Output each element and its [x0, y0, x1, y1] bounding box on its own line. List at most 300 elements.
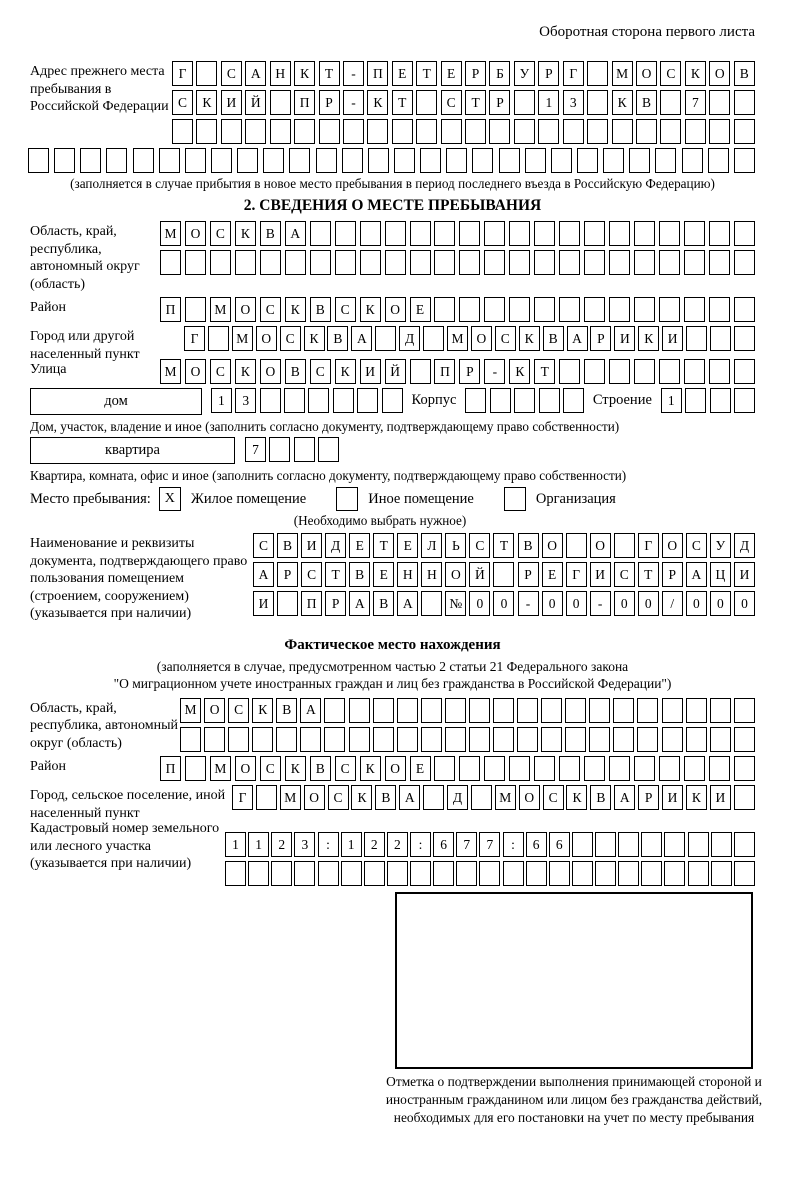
char-cell — [708, 148, 729, 173]
char-cell — [618, 832, 639, 857]
char-cell: С — [301, 562, 322, 587]
char-cell: П — [294, 90, 315, 115]
char-cell: О — [204, 698, 225, 723]
char-cell — [300, 727, 321, 752]
char-cell — [499, 148, 520, 173]
char-cell: С — [328, 785, 349, 810]
char-cell: 6 — [526, 832, 547, 857]
mark-section — [385, 892, 763, 1127]
char-cell — [484, 297, 505, 322]
char-cell — [587, 119, 608, 144]
char-cell — [634, 221, 655, 246]
char-cell: 1 — [661, 388, 682, 413]
char-cell — [603, 148, 624, 173]
char-cell: О — [260, 359, 281, 384]
char-cell — [416, 90, 437, 115]
char-cell: Г — [566, 562, 587, 587]
char-cell: О — [709, 61, 730, 86]
prev-address-row — [172, 119, 755, 144]
char-cell — [392, 119, 413, 144]
char-cell — [159, 148, 180, 173]
char-cell: П — [160, 297, 181, 322]
char-cell: И — [301, 533, 322, 558]
char-cell — [221, 119, 242, 144]
char-cell — [263, 148, 284, 173]
char-cell — [734, 832, 755, 857]
char-cell: С — [614, 562, 635, 587]
document-label: Наименование и реквизиты документа, подтверждающего право пользования помещением (строением, сооружением) (указывается при наличии) — [30, 536, 248, 621]
char-cell: Й — [469, 562, 490, 587]
district2-label: Район — [30, 759, 66, 774]
char-cell — [269, 437, 290, 462]
char-cell: : — [503, 832, 524, 857]
char-cell — [284, 388, 305, 413]
district2-row — [160, 756, 755, 781]
organization-checkbox — [504, 487, 526, 511]
char-cell — [565, 727, 586, 752]
char-cell: К — [304, 326, 325, 351]
char-cell: : — [318, 832, 339, 857]
char-cell: 0 — [614, 591, 635, 616]
char-cell: Ц — [710, 562, 731, 587]
char-cell — [559, 221, 580, 246]
char-cell — [373, 727, 394, 752]
actual-location-title: Фактическое место нахождения — [284, 636, 501, 653]
char-cell: С — [310, 359, 331, 384]
char-cell: К — [509, 359, 530, 384]
char-cell: А — [300, 698, 321, 723]
char-cell — [469, 698, 490, 723]
cadastral-row — [225, 861, 755, 886]
char-cell: - — [343, 61, 364, 86]
house-note: Дом, участок, владение и иное (заполнить согласно документу, подтверждающему право собственности) — [30, 419, 620, 434]
char-cell — [577, 148, 598, 173]
char-cell: Г — [184, 326, 205, 351]
char-cell — [270, 90, 291, 115]
char-cell — [711, 832, 732, 857]
char-cell — [228, 727, 249, 752]
char-cell: - — [343, 90, 364, 115]
char-cell — [349, 698, 370, 723]
choose-note: (Необходимо выбрать нужное) — [293, 513, 467, 528]
char-cell: 1 — [538, 90, 559, 115]
char-cell: И — [360, 359, 381, 384]
char-cell: О — [471, 326, 492, 351]
char-cell: - — [518, 591, 539, 616]
char-cell — [270, 119, 291, 144]
char-cell: С — [260, 297, 281, 322]
prev-address-block — [30, 61, 755, 144]
char-cell — [609, 221, 630, 246]
char-cell — [584, 221, 605, 246]
char-cell — [595, 861, 616, 886]
char-cell: А — [567, 326, 588, 351]
char-cell — [734, 297, 755, 322]
char-cell: В — [260, 221, 281, 246]
char-cell — [664, 861, 685, 886]
char-cell — [421, 727, 442, 752]
char-cell: - — [484, 359, 505, 384]
char-cell — [294, 119, 315, 144]
char-cell: 2 — [364, 832, 385, 857]
char-cell: Т — [325, 562, 346, 587]
char-cell: 0 — [686, 591, 707, 616]
char-cell — [185, 297, 206, 322]
char-cell: И — [734, 562, 755, 587]
cadastral-row — [225, 832, 755, 857]
char-cell: Е — [349, 533, 370, 558]
char-cell — [342, 148, 363, 173]
char-cell — [185, 250, 206, 275]
char-cell — [709, 221, 730, 246]
char-cell — [252, 727, 273, 752]
char-cell — [688, 861, 709, 886]
district2-block — [30, 756, 755, 781]
char-cell — [308, 388, 329, 413]
char-cell — [565, 698, 586, 723]
char-cell — [710, 727, 731, 752]
char-cell — [106, 148, 127, 173]
char-cell — [734, 359, 755, 384]
char-cell — [211, 148, 232, 173]
char-cell — [734, 388, 755, 413]
house-label-box: дом — [30, 388, 202, 415]
char-cell — [710, 698, 731, 723]
char-cell: И — [590, 562, 611, 587]
char-cell: 7 — [456, 832, 477, 857]
cadastral-block — [30, 818, 755, 886]
char-cell — [459, 756, 480, 781]
char-cell: Е — [397, 533, 418, 558]
char-cell: К — [360, 297, 381, 322]
char-cell: / — [662, 591, 683, 616]
char-cell: Т — [319, 61, 340, 86]
char-cell: К — [612, 90, 633, 115]
region-block — [30, 221, 755, 293]
char-cell: В — [349, 562, 370, 587]
char-cell: И — [662, 326, 683, 351]
char-cell — [397, 727, 418, 752]
char-cell: К — [360, 756, 381, 781]
section2-title: 2. СВЕДЕНИЯ О МЕСТЕ ПРЕБЫВАНИЯ — [243, 197, 542, 214]
prev-address-note: (заполняется в случае прибытия в новое место пребывания в период последнего въезда в Российскую Федерацию) — [70, 176, 715, 191]
char-cell: И — [221, 90, 242, 115]
char-cell: Й — [385, 359, 406, 384]
street-block — [30, 359, 755, 384]
char-cell: 0 — [542, 591, 563, 616]
region2-row — [180, 727, 755, 752]
char-cell — [572, 861, 593, 886]
char-cell: В — [276, 698, 297, 723]
char-cell — [484, 250, 505, 275]
char-cell: Г — [563, 61, 584, 86]
char-cell — [285, 250, 306, 275]
char-cell — [349, 727, 370, 752]
char-cell — [324, 698, 345, 723]
char-cell — [335, 250, 356, 275]
char-cell — [459, 250, 480, 275]
char-cell — [710, 388, 731, 413]
char-cell — [160, 250, 181, 275]
other-premises-checkbox — [336, 487, 358, 511]
char-cell — [686, 727, 707, 752]
char-cell: 7 — [685, 90, 706, 115]
char-cell: М — [160, 221, 181, 246]
char-cell: Т — [493, 533, 514, 558]
char-cell: Е — [373, 562, 394, 587]
char-cell: О — [385, 756, 406, 781]
char-cell — [655, 148, 676, 173]
char-cell: Р — [325, 591, 346, 616]
char-cell — [172, 119, 193, 144]
char-cell — [685, 119, 706, 144]
char-cell: Р — [662, 562, 683, 587]
char-cell: А — [285, 221, 306, 246]
char-cell — [636, 119, 657, 144]
char-cell — [503, 861, 524, 886]
char-cell — [541, 698, 562, 723]
char-cell — [394, 148, 415, 173]
char-cell — [294, 861, 315, 886]
header-note: Оборотная сторона первого листа — [539, 24, 755, 40]
char-cell — [310, 221, 331, 246]
char-cell — [423, 785, 444, 810]
char-cell — [734, 785, 755, 810]
residential-label: Жилое помещение — [190, 490, 307, 507]
street-label: Улица — [30, 362, 67, 377]
char-cell — [335, 221, 356, 246]
actual-location-note-1: (заполняется в случае, предусмотренном частью 2 статьи 21 Федерального закона — [156, 658, 629, 674]
char-cell — [385, 221, 406, 246]
char-cell — [613, 727, 634, 752]
char-cell — [684, 359, 705, 384]
char-cell: О — [519, 785, 540, 810]
char-cell — [566, 533, 587, 558]
char-cell: К — [686, 785, 707, 810]
char-cell: С — [210, 221, 231, 246]
char-cell: О — [304, 785, 325, 810]
char-cell — [479, 861, 500, 886]
char-cell — [471, 785, 492, 810]
char-cell — [572, 832, 593, 857]
char-cell: К — [566, 785, 587, 810]
char-cell — [434, 221, 455, 246]
char-cell: Е — [410, 297, 431, 322]
char-cell — [526, 861, 547, 886]
char-cell — [609, 359, 630, 384]
char-cell — [343, 119, 364, 144]
city-block — [30, 326, 755, 362]
char-cell: С — [280, 326, 301, 351]
char-cell — [684, 756, 705, 781]
char-cell: К — [252, 698, 273, 723]
char-cell — [319, 119, 340, 144]
char-cell: А — [614, 785, 635, 810]
char-cell: К — [235, 359, 256, 384]
char-cell: В — [636, 90, 657, 115]
char-cell — [684, 297, 705, 322]
apartment-note: Квартира, комната, офис и иное (заполнить согласно документу, подтверждающему право собственности) — [30, 468, 627, 483]
char-cell — [659, 221, 680, 246]
document-row — [253, 591, 755, 616]
char-cell — [734, 326, 755, 351]
char-cell — [509, 250, 530, 275]
char-cell — [420, 148, 441, 173]
char-cell: 3 — [294, 832, 315, 857]
char-cell: С — [543, 785, 564, 810]
region2-row — [180, 698, 755, 723]
char-cell — [734, 148, 755, 173]
char-cell: М — [232, 326, 253, 351]
char-cell: К — [285, 297, 306, 322]
char-cell: О — [385, 297, 406, 322]
char-cell — [180, 727, 201, 752]
char-cell: И — [710, 785, 731, 810]
char-cell — [664, 832, 685, 857]
char-cell — [709, 90, 730, 115]
apartment-label-box: квартира — [30, 437, 235, 464]
char-cell: М — [160, 359, 181, 384]
prev-address-row — [172, 61, 755, 86]
char-cell — [559, 250, 580, 275]
char-cell — [367, 119, 388, 144]
char-cell — [245, 119, 266, 144]
char-cell — [318, 437, 339, 462]
char-cell — [465, 388, 486, 413]
char-cell: М — [180, 698, 201, 723]
char-cell — [225, 861, 246, 886]
char-cell — [587, 90, 608, 115]
char-cell — [618, 861, 639, 886]
region-label: Область, край, республика, автономный округ (область) — [30, 224, 140, 292]
char-cell — [260, 250, 281, 275]
char-cell: Р — [277, 562, 298, 587]
char-cell: Д — [734, 533, 755, 558]
char-cell — [196, 61, 217, 86]
char-cell — [551, 148, 572, 173]
char-cell — [421, 591, 442, 616]
char-cell: О — [185, 359, 206, 384]
char-cell — [634, 756, 655, 781]
char-cell — [185, 756, 206, 781]
char-cell — [248, 861, 269, 886]
char-cell: 1 — [211, 388, 232, 413]
char-cell — [613, 698, 634, 723]
district-row — [160, 297, 755, 322]
char-cell: Р — [518, 562, 539, 587]
char-cell — [456, 861, 477, 886]
char-cell — [682, 148, 703, 173]
char-cell — [260, 388, 281, 413]
char-cell — [368, 148, 389, 173]
char-cell — [54, 148, 75, 173]
char-cell — [541, 727, 562, 752]
char-cell — [235, 250, 256, 275]
char-cell — [271, 861, 292, 886]
char-cell — [614, 533, 635, 558]
char-cell — [660, 119, 681, 144]
registration-mark-caption: Отметка о подтверждении выполнения принимающей стороной и иностранным гражданином или лицом без гражданства действий, необходимых для его постановки на учет по месту пребывания — [385, 1074, 763, 1125]
char-cell: А — [397, 591, 418, 616]
char-cell — [357, 388, 378, 413]
char-cell: Д — [399, 326, 420, 351]
city2-row — [232, 785, 755, 810]
char-cell: 0 — [469, 591, 490, 616]
char-cell: В — [285, 359, 306, 384]
char-cell — [549, 861, 570, 886]
apartment-cells — [245, 437, 339, 462]
registration-mark-box — [395, 892, 753, 1069]
char-cell — [688, 832, 709, 857]
region2-label: Область, край, республика, автономный округ (область) — [30, 700, 179, 751]
char-cell — [629, 148, 650, 173]
char-cell: 6 — [433, 832, 454, 857]
char-cell — [534, 297, 555, 322]
char-cell — [80, 148, 101, 173]
char-cell: И — [662, 785, 683, 810]
char-cell — [634, 359, 655, 384]
char-cell: Г — [172, 61, 193, 86]
char-cell — [397, 698, 418, 723]
char-cell: 0 — [638, 591, 659, 616]
char-cell — [563, 119, 584, 144]
char-cell — [609, 297, 630, 322]
char-cell: Д — [325, 533, 346, 558]
char-cell: № — [445, 591, 466, 616]
char-cell: К — [685, 61, 706, 86]
char-cell: Р — [465, 61, 486, 86]
actual-location-note-2: "О миграционном учете иностранных граждан и лиц без гражданства в Российской Федерации") — [113, 675, 672, 691]
char-cell — [433, 861, 454, 886]
char-cell — [710, 326, 731, 351]
char-cell — [517, 698, 538, 723]
char-cell: У — [514, 61, 535, 86]
char-cell: М — [210, 297, 231, 322]
char-cell: Г — [232, 785, 253, 810]
char-cell — [446, 148, 467, 173]
char-cell: О — [235, 756, 256, 781]
char-cell: А — [351, 326, 372, 351]
char-cell — [709, 359, 730, 384]
char-cell: В — [734, 61, 755, 86]
organization-label: Организация — [535, 490, 616, 507]
char-cell: В — [277, 533, 298, 558]
char-cell — [589, 698, 610, 723]
char-cell: 2 — [387, 832, 408, 857]
char-cell — [609, 756, 630, 781]
char-cell: Н — [397, 562, 418, 587]
char-cell — [514, 90, 535, 115]
char-cell — [584, 297, 605, 322]
char-cell: 0 — [566, 591, 587, 616]
char-cell: А — [399, 785, 420, 810]
char-cell — [333, 388, 354, 413]
char-cell — [686, 326, 707, 351]
region2-block — [30, 698, 755, 753]
char-cell — [318, 861, 339, 886]
char-cell: Т — [534, 359, 555, 384]
char-cell: М — [210, 756, 231, 781]
cadastral-label: Кадастровый номер земельного или лесного участка (указывается при наличии) — [30, 821, 220, 871]
char-cell — [421, 698, 442, 723]
char-cell: 6 — [549, 832, 570, 857]
region-row — [160, 250, 755, 275]
house-number-cells — [211, 388, 403, 413]
char-cell — [341, 861, 362, 886]
char-cell: Р — [538, 61, 559, 86]
street-row — [160, 359, 755, 384]
house-line — [30, 388, 755, 415]
